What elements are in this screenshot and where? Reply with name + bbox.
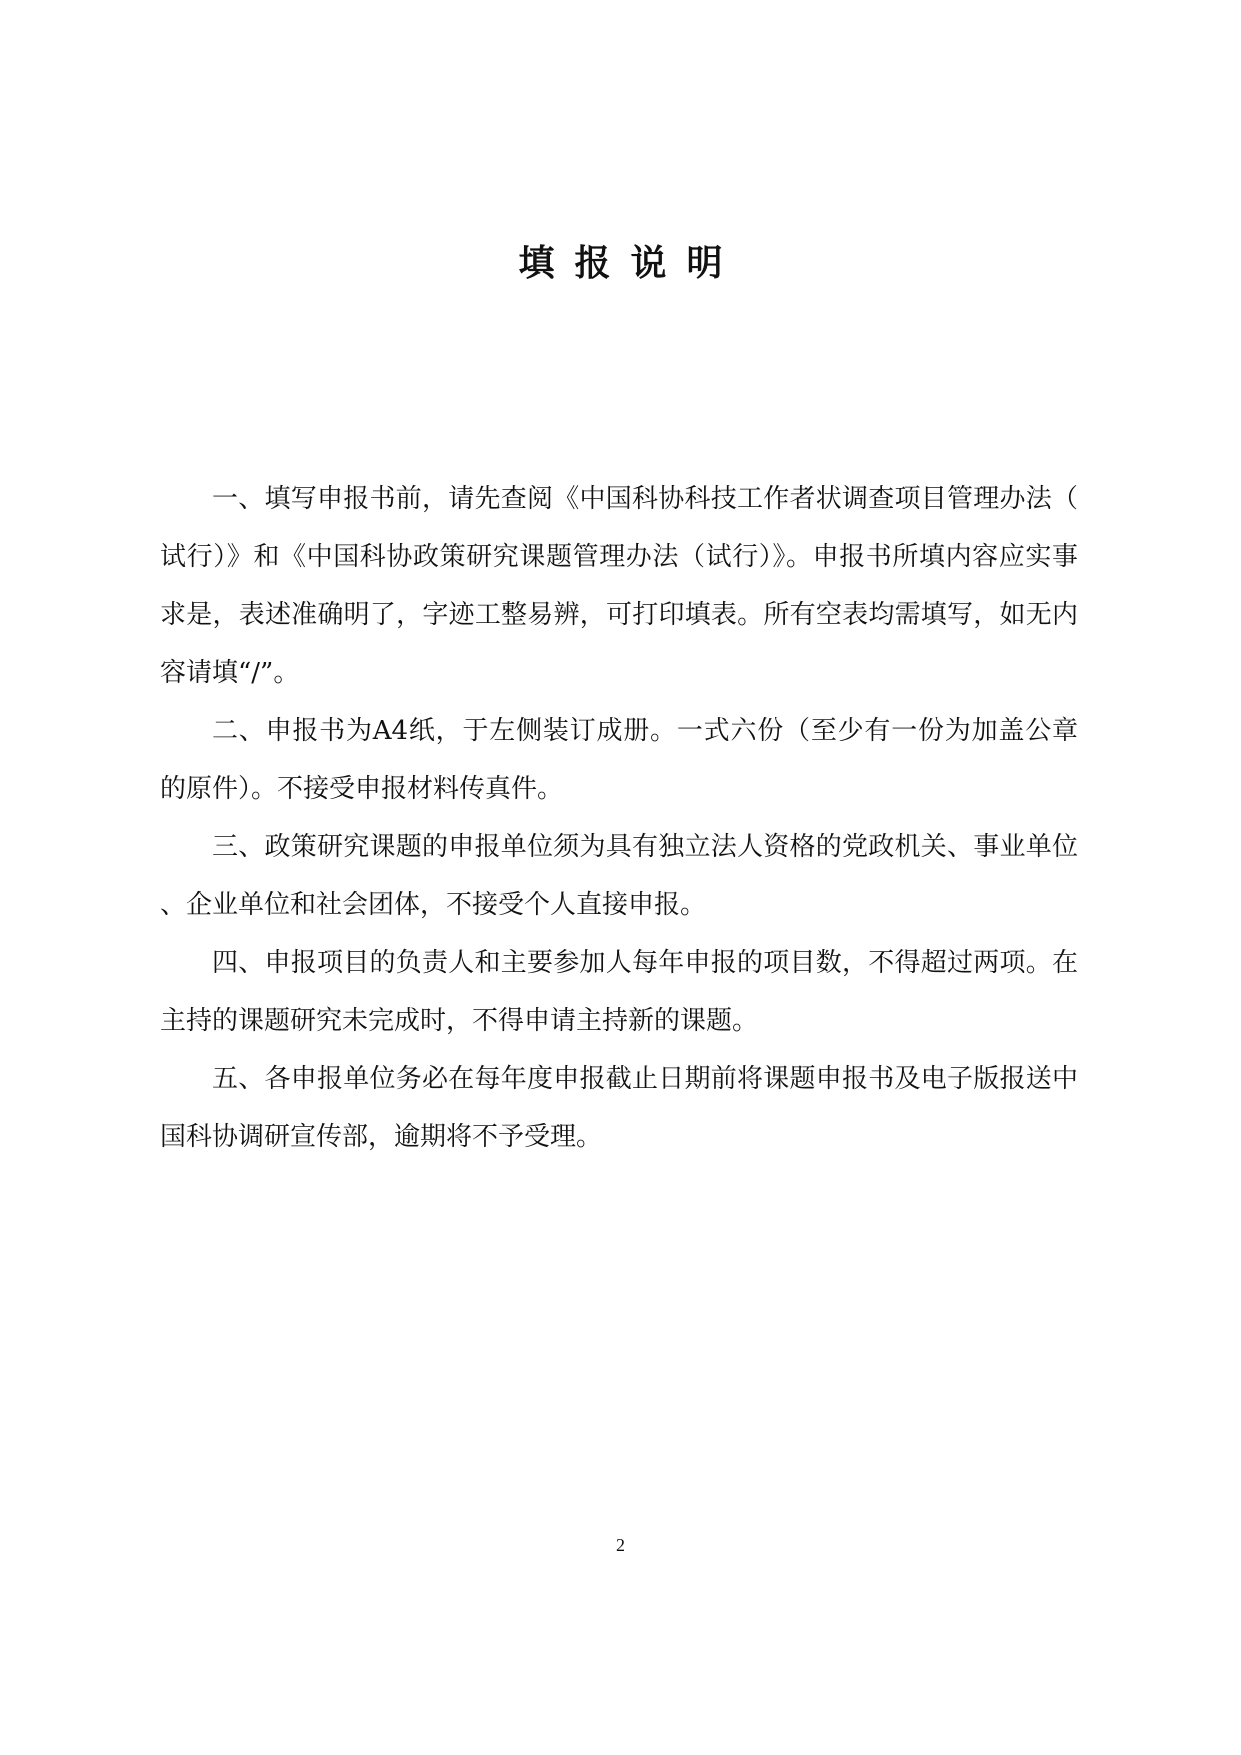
page-title: 填报说明 [518, 243, 743, 284]
instruction-paragraph-4: 四、申报项目的负责人和主要参加人每年申报的项目数，不得超过两项。在主持的课题研究未完成时，不得申请主持新的课题。 [160, 948, 1078, 1036]
instruction-paragraph-3: 三、政策研究课题的申报单位须为具有独立法人资格的党政机关、事业单位、企业单位和社会团体，不接受个人直接申报。 [160, 832, 1078, 920]
instruction-paragraph-1: 一、填写申报书前，请先查阅《中国科协科技工作者状调查项目管理办法（试行）》和《中国科协政策研究课题管理办法（试行）》。申报书所填内容应实事求是，表述准确明了，字迹工整易辨，可打印填表。所有空表均需填写，如无内容请填“/”。 [160, 484, 1078, 688]
page-number: 2 [616, 1535, 625, 1555]
instructions-body [160, 470, 1078, 1166]
instruction-paragraph-5: 五、各申报单位务必在每年度申报截止日期前将课题申报书及电子版报送中国科协调研宣传部，逾期将不予受理。 [160, 1064, 1078, 1152]
instruction-paragraph-2: 二、申报书为A4纸，于左侧装订成册。一式六份（至少有一份为加盖公章的原件）。不接受申报材料传真件。 [160, 716, 1078, 804]
